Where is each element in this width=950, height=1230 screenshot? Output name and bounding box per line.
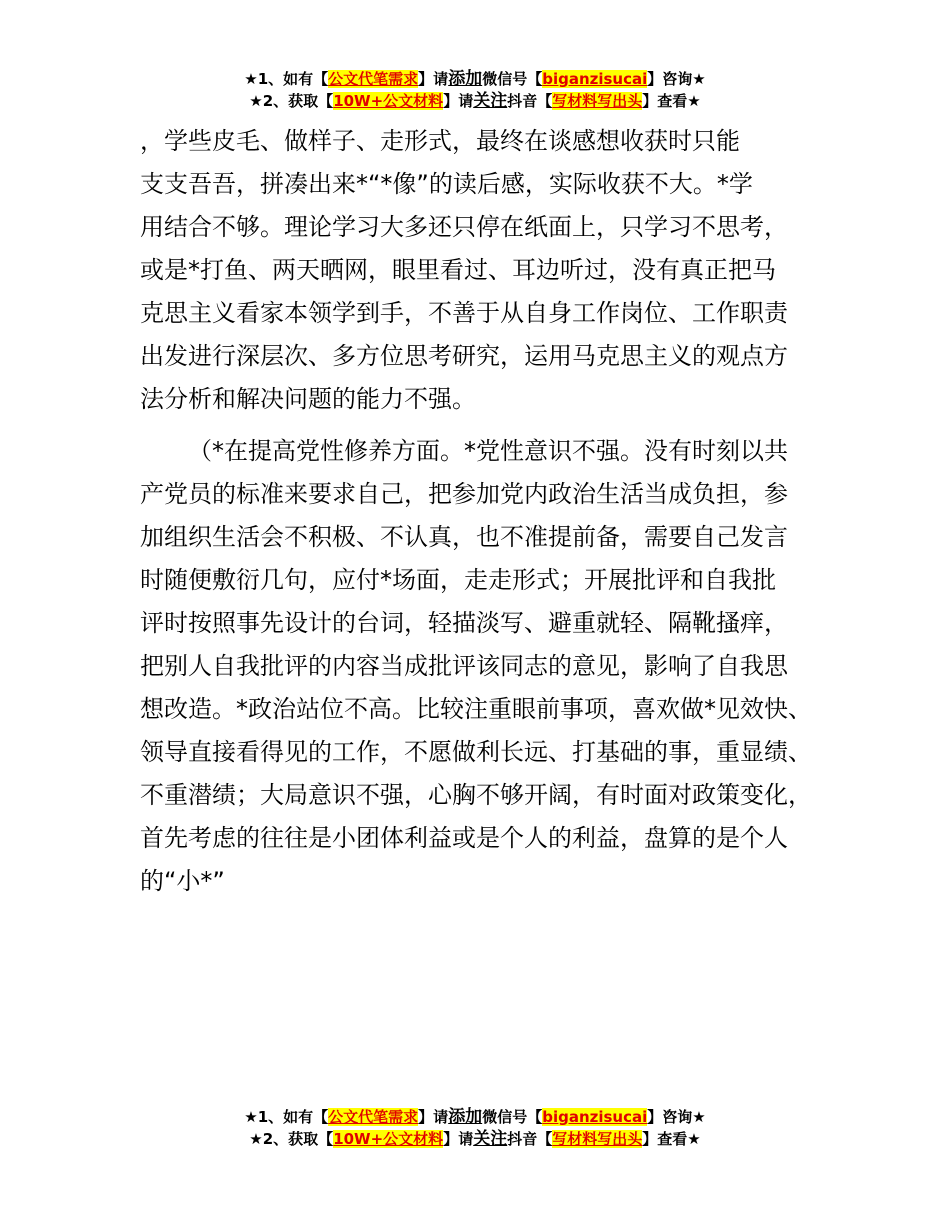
banner-text: 】请 <box>443 92 474 110</box>
banner-text: 】请 <box>443 1130 474 1148</box>
banner-highlight-materials: 10W+公文材料 <box>333 92 444 110</box>
banner-emphasis: 添加 <box>448 69 483 89</box>
text-line: 用结合不够。理论学习大多还只停在纸面上，只学习不思考， <box>140 213 788 241</box>
banner-text: 抖音【 <box>507 1130 553 1148</box>
banner-highlight-materials: 10W+公文材料 <box>333 1130 444 1148</box>
text-line: 不重潜绩；大局意识不强，心胸不够开阔，有时面对政策变化， <box>140 781 812 809</box>
text-line: 评时按照事先设计的台词，轻描淡写、避重就轻、隔靴搔痒， <box>140 609 788 637</box>
banner-emphasis: 关注 <box>473 1129 508 1149</box>
banner-text: 】查看★ <box>642 92 701 110</box>
text-line: 或是*打鱼、两天晒网，眼里看过、耳边听过，没有真正把马 <box>140 256 776 284</box>
banner-text: 】咨询★ <box>647 1108 706 1126</box>
banner-text: 】查看★ <box>642 1130 701 1148</box>
text-line: （*在提高党性修养方面。*党性意识不强。没有时刻以共 <box>188 437 788 465</box>
text-line: 法分析和解决问题的能力不强。 <box>140 385 476 413</box>
text-line: 想改造。*政治站位不高。比较注重眼前事项，喜欢做*见效快、 <box>140 695 812 723</box>
banner-line-2 <box>0 90 950 112</box>
banner-text: ★1、如有【 <box>244 1108 329 1126</box>
paragraph-1 <box>140 120 840 421</box>
text-line: 领导直接看得见的工作，不愿做利长远、打基础的事，重显绩、 <box>140 738 812 766</box>
document-body <box>140 120 840 903</box>
banner-line-2 <box>0 1128 950 1150</box>
banner-highlight-wechat-id: biganzisucai <box>542 70 648 88</box>
text-line: 时随便敷衍几句，应付*场面，走走形式；开展批评和自我批 <box>140 566 776 594</box>
banner-text: 】咨询★ <box>647 70 706 88</box>
text-line: 加组织生活会不积极、不认真，也不准提前备，需要自己发言 <box>140 523 788 551</box>
text-line: 把别人自我批评的内容当成批评该同志的意见，影响了自我思 <box>140 652 788 680</box>
text-line: 出发进行深层次、多方位思考研究，运用马克思主义的观点方 <box>140 342 788 370</box>
banner-text: ★2、获取【 <box>249 1130 334 1148</box>
banner-text: 】请 <box>418 70 449 88</box>
banner-text: 微信号【 <box>482 70 543 88</box>
text-line: 支支吾吾，拼凑出来*“*像”的读后感，实际收获不大。*学 <box>140 170 753 198</box>
text-line: 克思主义看家本领学到手，不善于从自身工作岗位、工作职责 <box>140 299 788 327</box>
text-line: 的“小*” <box>140 867 225 895</box>
paragraph-2 <box>140 430 840 903</box>
banner-text: ★2、获取【 <box>249 92 334 110</box>
footer-banner <box>0 1106 950 1150</box>
header-banner <box>0 68 950 112</box>
text-line: 产党员的标准来要求自己，把参加党内政治生活当成负担，参 <box>140 480 788 508</box>
banner-emphasis: 关注 <box>473 91 508 111</box>
banner-highlight-account: 写材料写出头 <box>552 1130 643 1148</box>
banner-highlight-wechat-id: biganzisucai <box>542 1108 648 1126</box>
banner-line-1 <box>0 68 950 90</box>
banner-highlight-service: 公文代笔需求 <box>328 1108 419 1126</box>
banner-line-1 <box>0 1106 950 1128</box>
banner-text: ★1、如有【 <box>244 70 329 88</box>
banner-text: 微信号【 <box>482 1108 543 1126</box>
banner-highlight-service: 公文代笔需求 <box>328 70 419 88</box>
banner-text: 抖音【 <box>507 92 553 110</box>
text-line: ，学些皮毛、做样子、走形式，最终在谈感想收获时只能 <box>140 127 740 155</box>
banner-text: 】请 <box>418 1108 449 1126</box>
banner-highlight-account: 写材料写出头 <box>552 92 643 110</box>
text-line: 首先考虑的往往是小团体利益或是个人的利益，盘算的是个人 <box>140 824 788 852</box>
banner-emphasis: 添加 <box>448 1107 483 1127</box>
